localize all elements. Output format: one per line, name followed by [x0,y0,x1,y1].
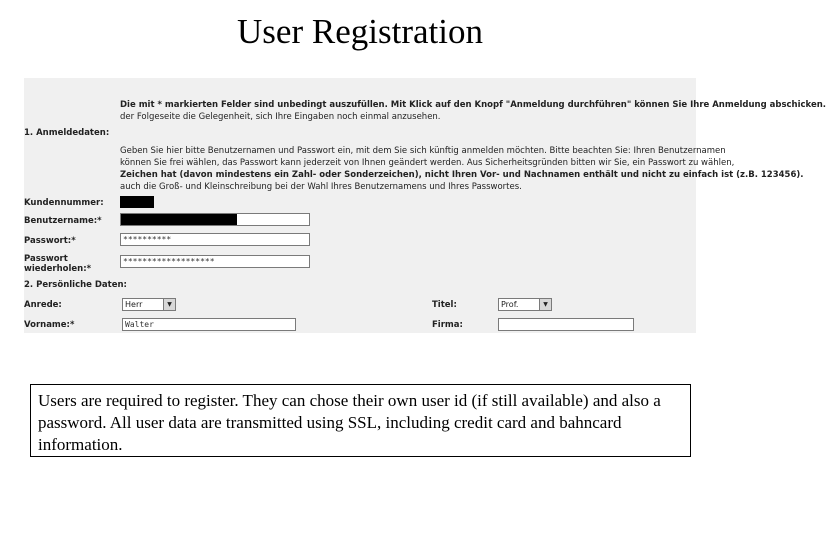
section-heading-persoenliche-daten: 2. Persönliche Daten: [24,280,127,290]
label-anrede: Anrede: [24,300,62,310]
chevron-down-icon[interactable]: ▼ [163,299,175,310]
label-kundennummer: Kundennummer: [24,198,104,208]
passwort-input[interactable]: ********** [120,233,310,246]
vorname-input[interactable]: Walter [122,318,296,331]
kundennummer-redacted-value [120,196,154,208]
label-firma: Firma: [432,320,463,330]
intro-text-line-2: der Folgeseite die Gelegenheit, sich Ihre Eingaben noch einmal anzusehen. [120,112,441,122]
slide-title: User Registration [237,12,483,51]
benutzername-redacted-value [121,214,237,225]
titel-selected-value: Prof. [501,300,519,309]
intro-text-line-1: Die mit * markierten Felder sind unbedingt auszufüllen. Mit Klick auf den Knopf "Anmeldung durchführen" können Sie Ihre Anmeldung abschicken. [120,100,826,110]
hint-text-line-4: auch die Groß- und Kleinschreibung bei der Wahl Ihres Benutzernamens und Ihres Passwortes. [120,182,522,192]
label-passwort-wiederholen-2: wiederholen:* [24,264,92,274]
hint-text-line-2: können Sie frei wählen, das Passwort kann jederzeit von Ihnen geändert werden. Aus Sicherheitsgründen bitten wir Sie, ein Passwort zu wählen, [120,158,735,168]
label-benutzername: Benutzername:* [24,216,102,226]
slide-caption: Users are required to register. They can chose their own user id (if still available) and also a password. All user data are transmitted using SSL, including credit card and bahncard information. [30,384,691,457]
titel-select[interactable] [498,298,552,311]
anrede-selected-value: Herr [125,300,143,309]
hint-text-line-1: Geben Sie hier bitte Benutzernamen und Passwort ein, mit dem Sie sich künftig anmelden möchten. Bitte beachten Sie: Ihren Benutzernamen [120,146,726,156]
section-heading-anmeldedaten: 1. Anmeldedaten: [24,128,110,138]
hint-text-line-3: Zeichen hat (davon mindestens ein Zahl- oder Sonderzeichen), nicht Ihren Vor- und Nachnamen enthält und nicht zu einfach ist (z.B. 123456). [120,170,804,180]
anrede-select[interactable] [122,298,176,311]
passwort-wiederholen-input[interactable]: ******************* [120,255,310,268]
label-passwort-wiederholen-1: Passwort [24,254,68,264]
label-titel: Titel: [432,300,457,310]
label-vorname: Vorname:* [24,320,75,330]
firma-input[interactable] [498,318,634,331]
chevron-down-icon[interactable]: ▼ [539,299,551,310]
registration-form-screenshot [24,78,826,333]
label-passwort: Passwort:* [24,236,76,246]
